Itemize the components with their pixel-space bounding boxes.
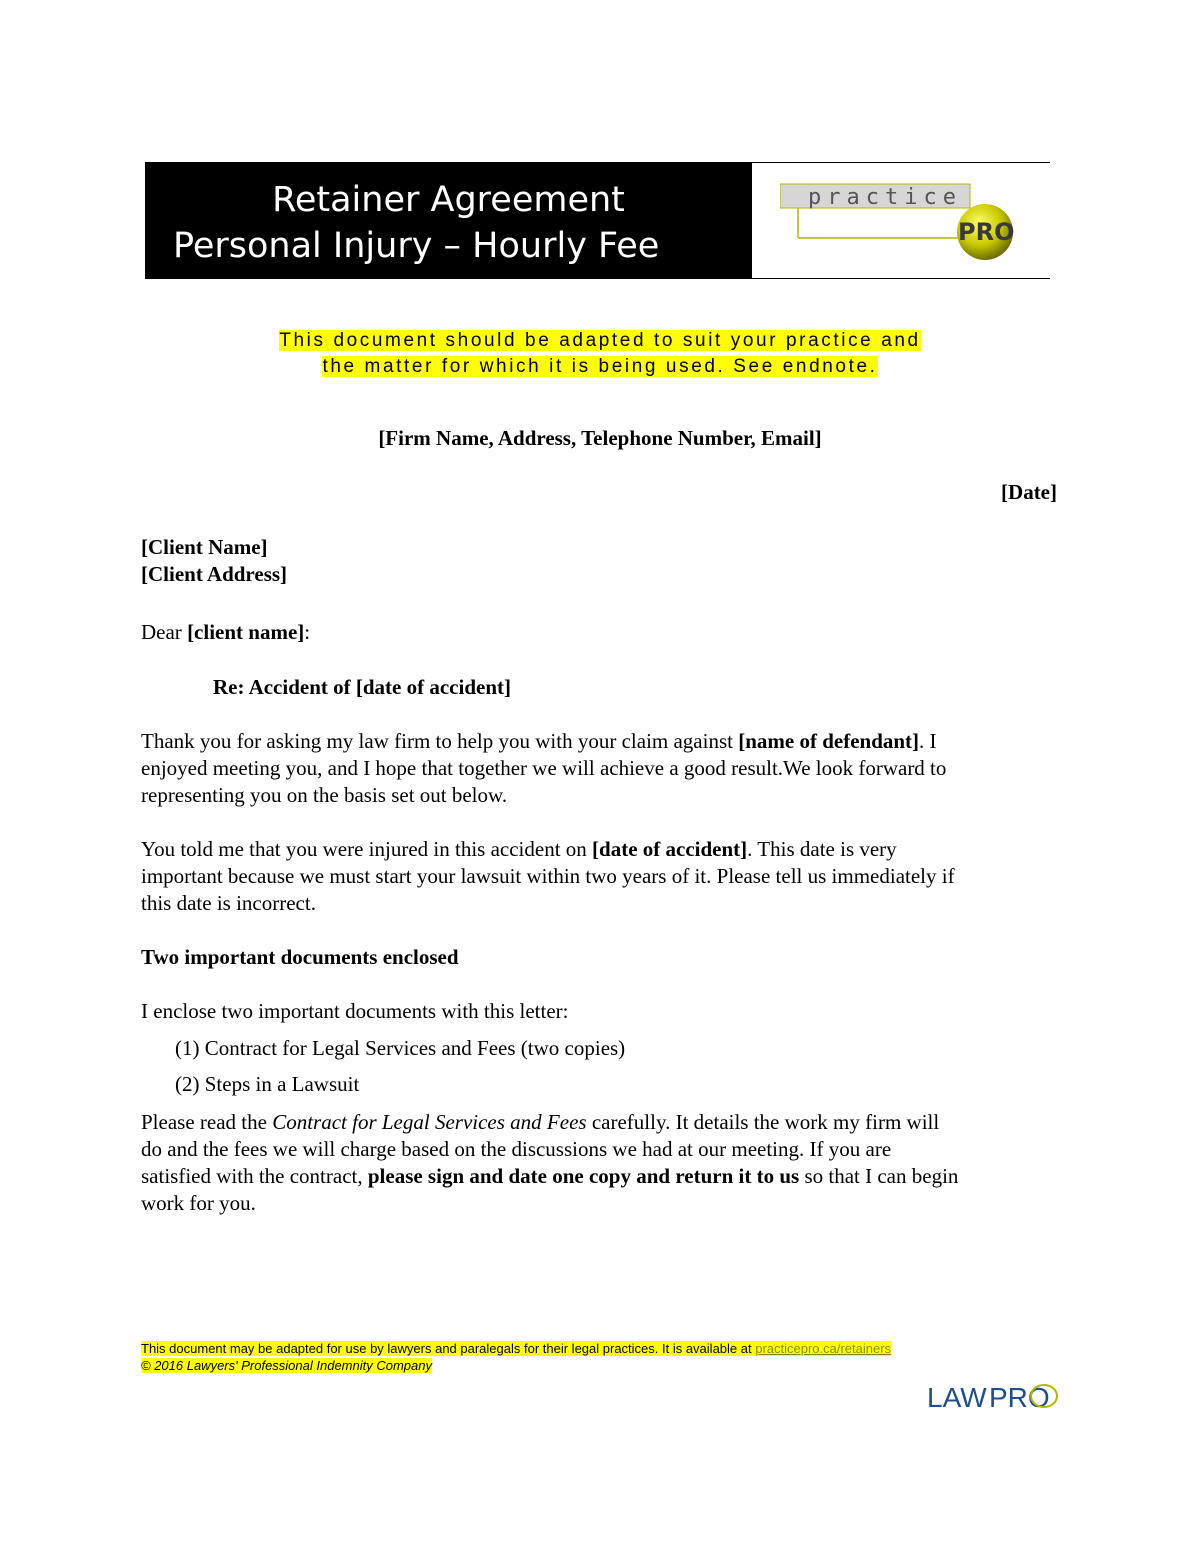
salutation bbox=[141, 619, 310, 646]
date-placeholder: [Date] bbox=[1001, 480, 1057, 504]
notice-line1: This document should be adapted to suit your practice and bbox=[279, 330, 921, 351]
header-rule-bottom bbox=[752, 278, 1050, 279]
p1-text-c: . I bbox=[919, 729, 937, 753]
p3-text-a: Please read the bbox=[141, 1110, 273, 1134]
p3-sign-instruction: please sign and date one copy and return it to us bbox=[367, 1164, 800, 1188]
p2-date-placeholder: [date of accident] bbox=[592, 837, 748, 861]
adaptation-notice bbox=[0, 328, 1200, 380]
paragraph-2-line1 bbox=[141, 836, 897, 863]
paragraph-2-line3: this date is incorrect. bbox=[141, 891, 316, 915]
enclosure-item-1: (1) Contract for Legal Services and Fees (two copies) bbox=[175, 1036, 626, 1060]
paragraph-3-line4: work for you. bbox=[141, 1191, 256, 1215]
p2-text-a: You told me that you were injured in this accident on bbox=[141, 837, 593, 861]
p1-defendant-placeholder: [name of defendant] bbox=[738, 729, 920, 753]
paragraph-2-line2: important because we must start your lawsuit within two years of it. Please tell us immediately if bbox=[141, 864, 955, 888]
salutation-prefix: Dear bbox=[141, 620, 188, 644]
notice-line2: the matter for which it is being used. See endnote. bbox=[322, 356, 878, 377]
client-address-placeholder: [Client Address] bbox=[141, 562, 288, 586]
paragraph-3-line3 bbox=[141, 1163, 958, 1190]
p1-text-a: Thank you for asking my law firm to help you with your claim against bbox=[141, 729, 739, 753]
p3-line3-a: satisfied with the contract, bbox=[141, 1164, 368, 1188]
lawpro-pro-text: PRO bbox=[989, 1382, 1050, 1413]
firm-details-placeholder: [Firm Name, Address, Telephone Number, Email] bbox=[378, 426, 822, 450]
lawpro-logo bbox=[925, 1378, 1060, 1413]
footer-copyright: © 2016 Lawyers' Professional Indemnity Company bbox=[141, 1358, 432, 1373]
client-name-placeholder: [Client Name] bbox=[141, 535, 268, 559]
lawpro-law-text: LAW bbox=[927, 1382, 987, 1413]
paragraph-1-line2: enjoyed meeting you, and I hope that together we will achieve a good result.We look forward to bbox=[141, 756, 947, 780]
enclose-intro: I enclose two important documents with this letter: bbox=[141, 999, 569, 1023]
section-heading: Two important documents enclosed bbox=[141, 945, 459, 969]
footer-text: This document may be adapted for use by lawyers and paralegals for their legal practices. It is available at bbox=[141, 1341, 756, 1356]
practicepro-logo bbox=[780, 182, 1030, 262]
p3-line3-c: so that I can begin bbox=[799, 1164, 959, 1188]
p2-text-c: . This date is very bbox=[747, 837, 897, 861]
re-line: Re: Accident of [date of accident] bbox=[213, 675, 511, 699]
paragraph-3-line2: do and the fees we will charge based on the discussions we had at our meeting. If you are bbox=[141, 1137, 892, 1161]
salutation-name: [client name] bbox=[187, 620, 305, 644]
paragraph-1-line3: representing you on the basis set out below. bbox=[141, 783, 508, 807]
footer bbox=[141, 1340, 891, 1374]
salutation-suffix: : bbox=[304, 620, 311, 644]
header-title-block bbox=[145, 162, 752, 279]
p3-contract-title: Contract for Legal Services and Fees bbox=[272, 1110, 587, 1134]
footer-line1 bbox=[141, 1341, 891, 1356]
logo-word-pro: PRO bbox=[958, 218, 1015, 246]
header-title-line2: Personal Injury – Hourly Fee bbox=[173, 226, 660, 266]
paragraph-3-line1 bbox=[141, 1109, 939, 1136]
logo-word-practice: practice bbox=[808, 185, 962, 210]
enclosure-item-2: (2) Steps in a Lawsuit bbox=[175, 1072, 360, 1096]
retainers-link[interactable]: practicepro.ca/retainers bbox=[755, 1341, 892, 1356]
header-rule-top bbox=[752, 162, 1050, 163]
paragraph-1-line1 bbox=[141, 728, 937, 755]
p3-text-c: carefully. It details the work my firm will bbox=[586, 1110, 940, 1134]
header-title-line1: Retainer Agreement bbox=[272, 180, 625, 220]
